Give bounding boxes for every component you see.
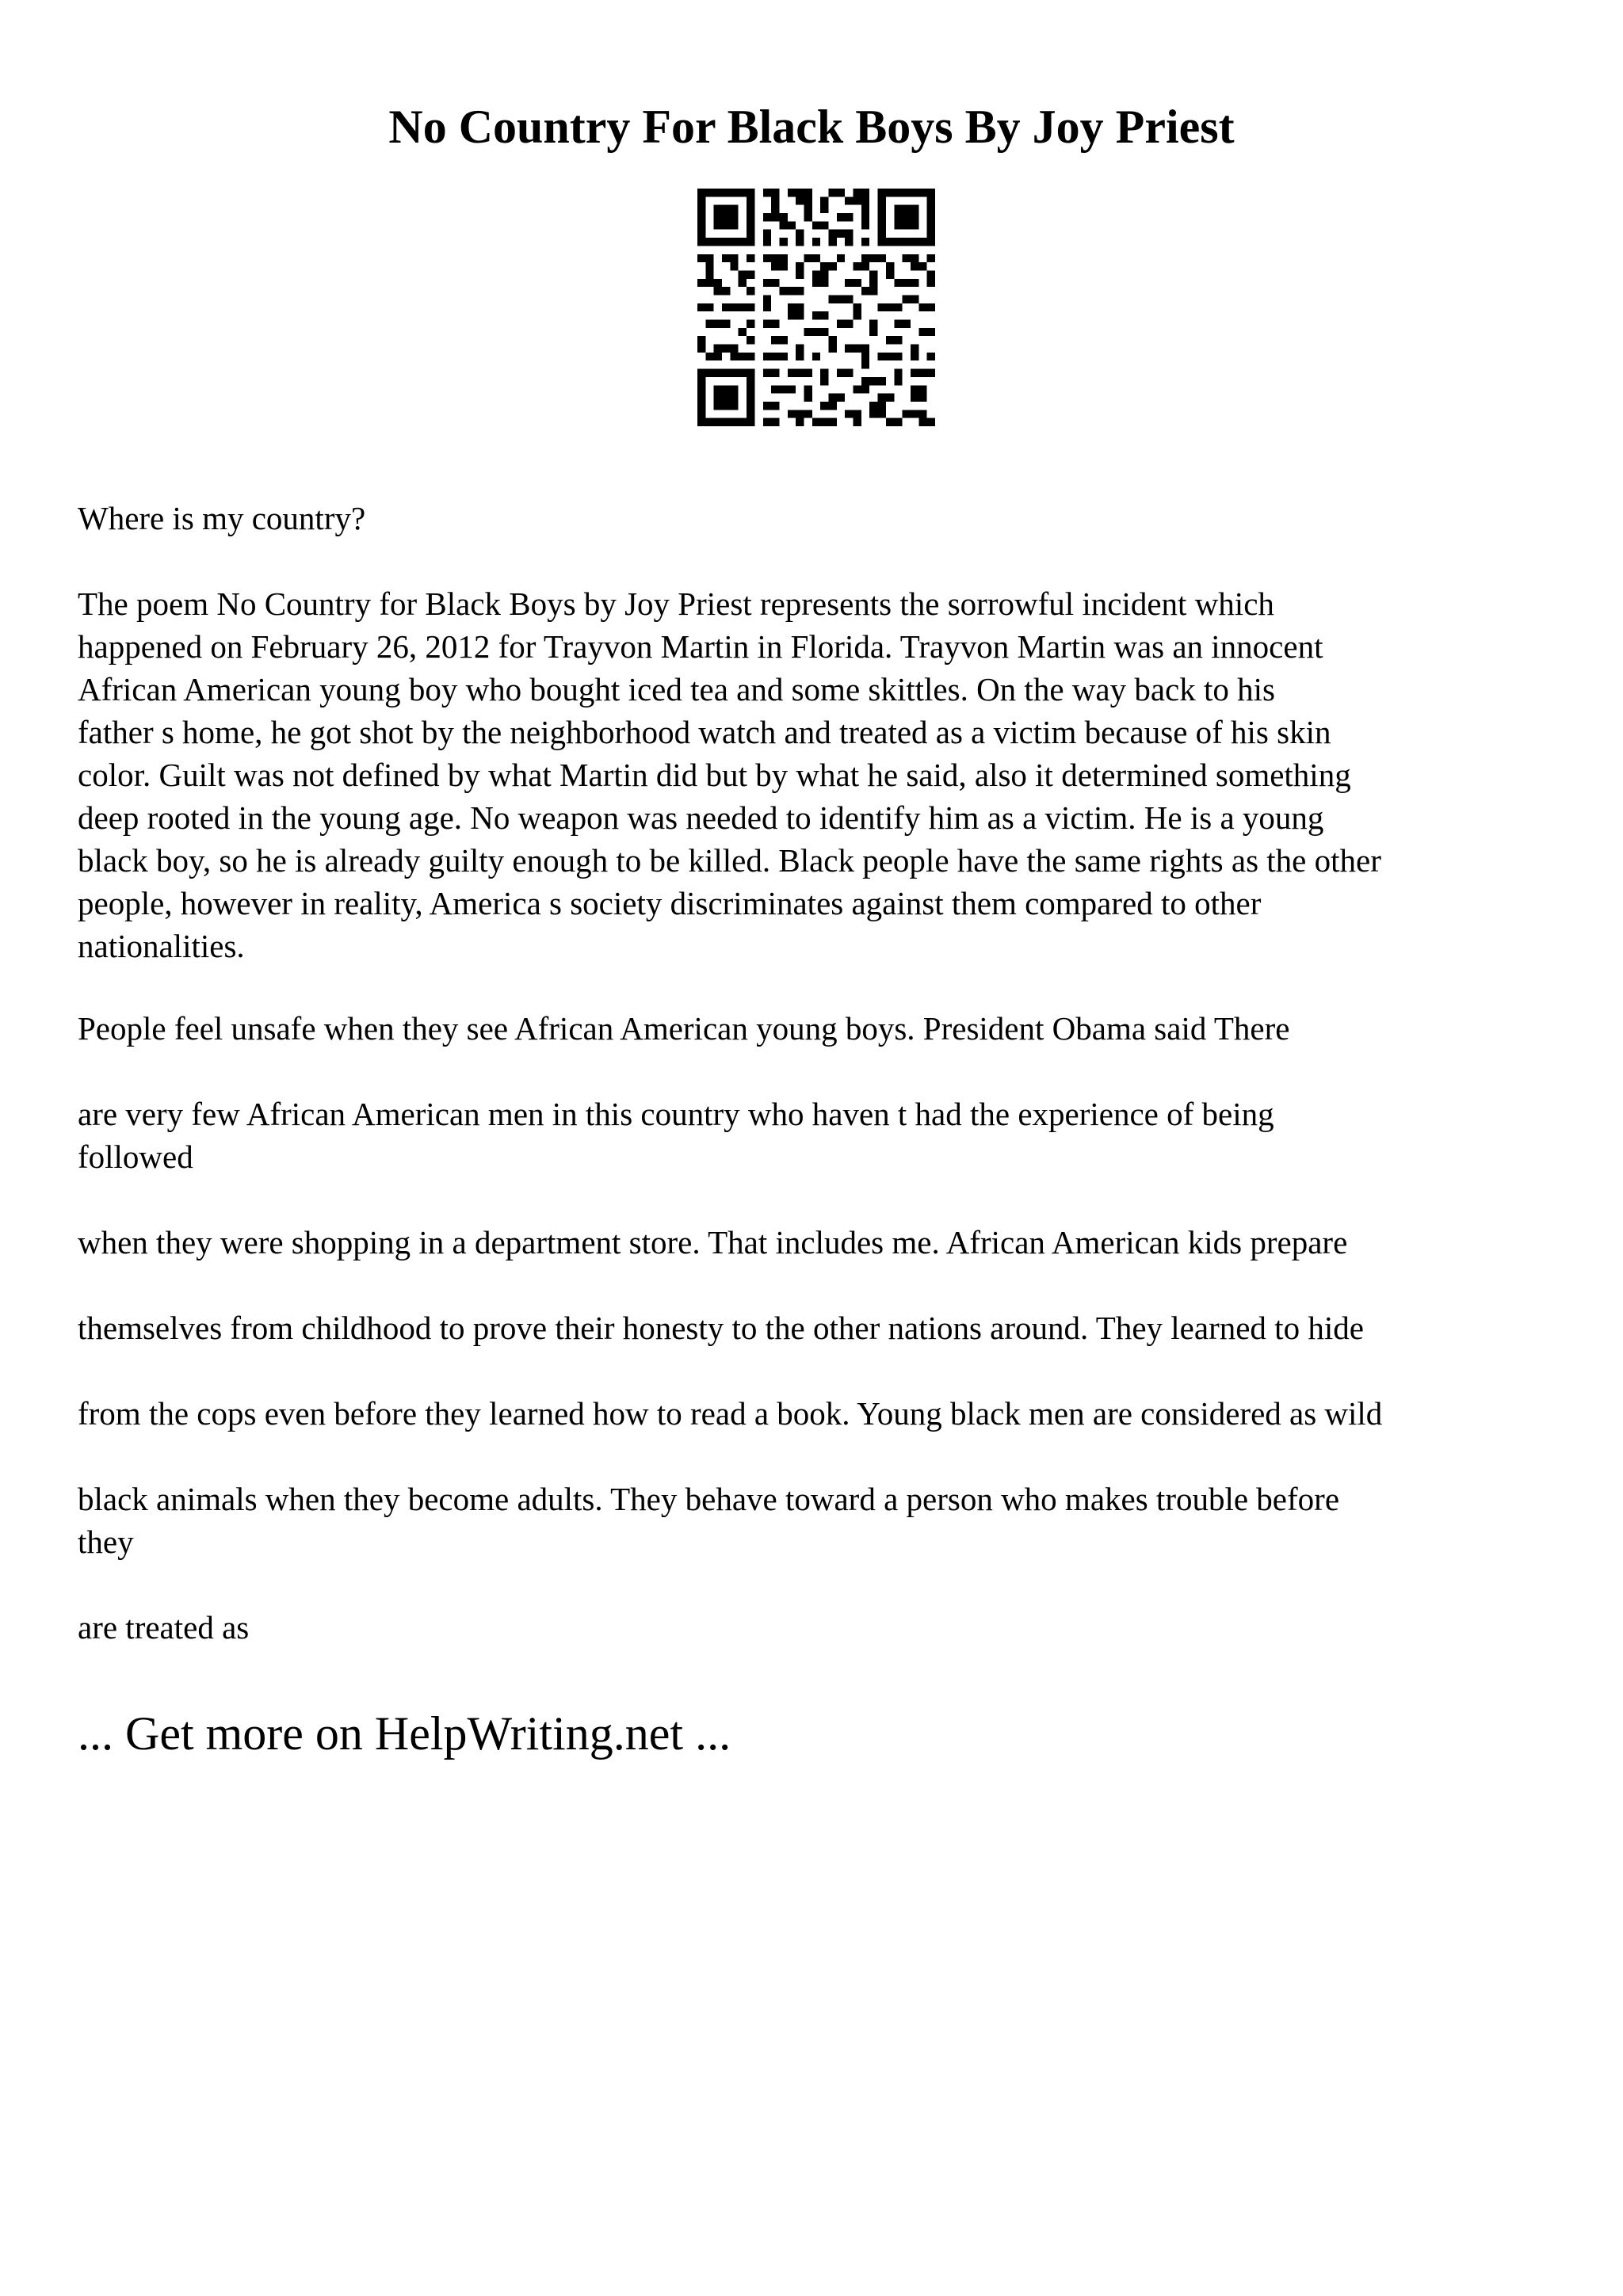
- paragraph-line-cops: from the cops even before they learned how to read a book. Young black men are considered as wild: [78, 1395, 1383, 1432]
- paragraph-line-childhood: themselves from childhood to prove their honesty to the other nations around. They learned to hide: [78, 1310, 1364, 1346]
- paragraph-line-treated: are treated as: [78, 1609, 250, 1646]
- paragraph-intro: The poem No Country for Black Boys by Joy Priest represents the sorrowful incident which happened on February 26, 2012 for Trayvon Martin in Florida. Trayvon Martin was an innocent African American young boy who bought iced tea and some skittles. On the way back to his father s home, he got shot by the neighborhood watch and treated as a victim because of his skin color. Guilt was not defined by what Martin did but by what he said, also it determined something deep rooted in the young age. No weapon was needed to identify him as a victim. He is a young black boy, so he is already guilty enough to be killed. Black people have the same rights as the other people, however in reality, America s society discriminates against them compared to other nationalities.: [78, 585, 1381, 964]
- qr-code-icon: [697, 189, 935, 426]
- paragraph-line-adults: black animals when they become adults. They behave toward a person who makes trouble before they: [78, 1481, 1340, 1560]
- paragraph-obama-quote-1: People feel unsafe when they see African American young boys. President Obama said There: [78, 1010, 1290, 1047]
- paragraph-heading-question: Where is my country?: [78, 500, 366, 536]
- paragraph-obama-quote-2: are very few African American men in this country who haven t had the experience of being followed: [78, 1096, 1274, 1175]
- paragraph-line-store: when they were shopping in a department store. That includes me. African American kids prepare: [78, 1224, 1348, 1261]
- get-more-link[interactable]: ... Get more on HelpWriting.net ...: [78, 1707, 731, 1760]
- page-title: No Country For Black Boys By Joy Priest: [388, 101, 1235, 153]
